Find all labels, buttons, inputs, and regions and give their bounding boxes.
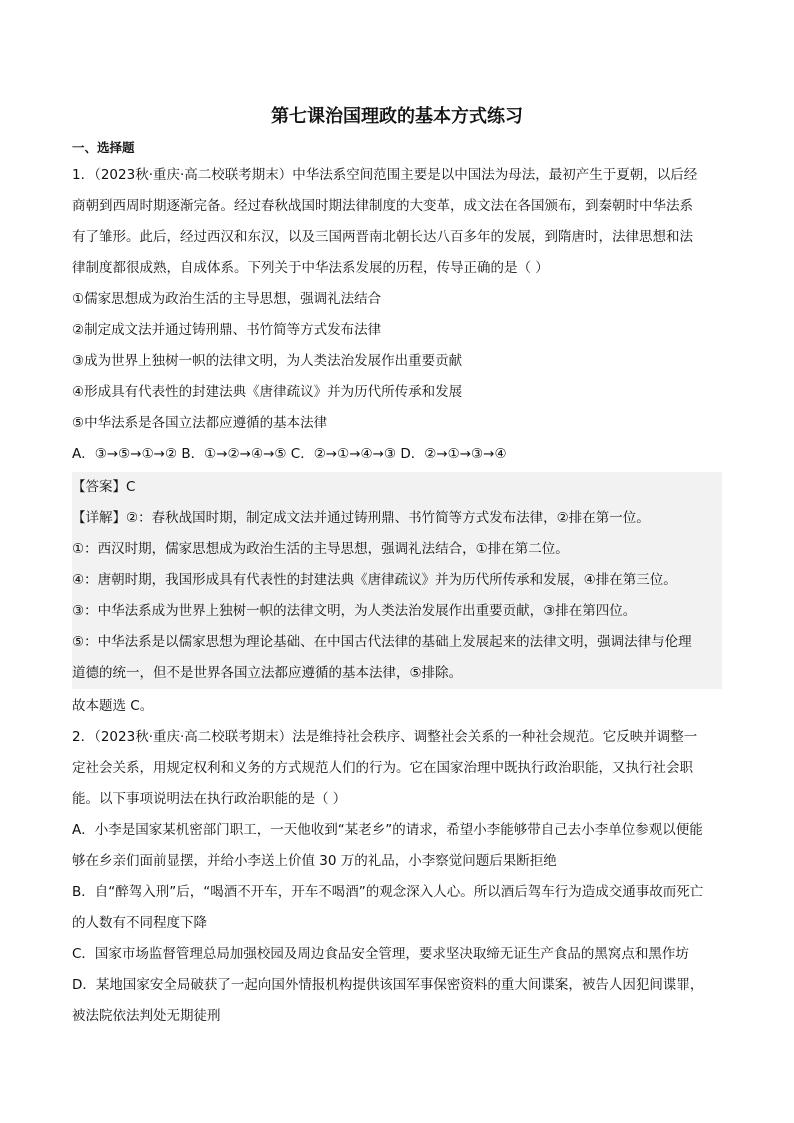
question-2-option: A．小李是国家某机密部门职工，一天他收到“某老乡”的请求，希望小李能够带自己去小李单位参观以便能 (72, 822, 703, 838)
question-1 (72, 160, 722, 722)
explanation-line: ③：中华法系成为世界上独树一帜的法律文明，为人类法治发展作出重要贡献，③排在第四位。 (72, 603, 637, 619)
question-2-option: 够在乡亲们面前显摆，并给小李送上价值 30 万的礼品，小李察觉问题后果断拒绝 (72, 853, 557, 869)
question-2-stem-line: 2．（2023秋·重庆·高二校联考期末）法是维持社会秩序、调整社会关系的一种社会规范。它反映并调整一 (72, 729, 698, 745)
question-1-stem-line: 商朝到西周时期逐渐完备。经过春秋战国时期法律制度的大变革，成文法在各国颁布，到秦朝时中华法系 (72, 198, 693, 214)
answer-box (72, 472, 722, 689)
explanation-line: 道德的统一，但不是世界各国立法都应遵循的基本法律，⑤排除。 (72, 665, 463, 681)
question-2-option: 的人数有不同程度下降 (72, 915, 207, 931)
document-page (72, 100, 722, 1032)
question-2-stem-line: 能。以下事项说明法在执行政治职能的是（ ） (72, 791, 347, 807)
question-1-stem-line: 有了雏形。此后，经过西汉和东汉，以及三国两晋南北朝长达八百多年的发展，到隋唐时，法律思想和法 (72, 229, 693, 245)
conclusion: 故本题选 C。 (72, 698, 154, 714)
page-title: 第七课治国理政的基本方式练习 (271, 106, 523, 127)
explanation-line: ①：西汉时期，儒家思想成为政治生活的主导思想，强调礼法结合，①排在第二位。 (72, 541, 569, 557)
explanation-line: ⑤：中华法系是以儒家思想为理论基础、在中国古代法律的基础上发展起来的法律文明，强调法律与伦理 (72, 634, 692, 650)
explanation-line: ④：唐朝时期，我国形成具有代表性的封建法典《唐律疏议》并为历代所传承和发展，④排在第三位。 (72, 572, 677, 588)
question-1-item: ①儒家思想成为政治生活的主导思想，强调礼法结合 (72, 291, 382, 307)
explanation-line: 【详解】②：春秋战国时期，制定成文法并通过铸刑鼎、书竹简等方式发布法律，②排在第一位。 (72, 510, 650, 526)
question-2 (72, 722, 722, 1032)
question-2-option: C．国家市场监督管理总局加强校园及周边食品安全管理，要求坚决取缔无证生产食品的黑窝点和黑作坊 (72, 946, 689, 962)
question-2-option: B．自“醉驾入刑”后，“喝酒不开车，开车不喝酒”的观念深入人心。所以酒后驾车行为造成交通事故而死亡 (72, 884, 704, 900)
question-2-stem-line: 定社会关系，用规定权利和义务的方式规范人们的行为。它在国家治理中既执行政治职能，又执行社会职 (72, 760, 693, 776)
question-1-stem-line: 律制度都很成熟，自成体系。下列关于中华法系发展的历程，传导正确的是（ ） (72, 260, 549, 276)
question-1-stem-line: 1．（2023秋·重庆·高二校联考期末）中华法系空间范围主要是以中国法为母法，最初产生于夏朝，以后经 (72, 167, 698, 183)
question-2-option: D．某地国家安全局破获了一起向国外情报机构提供该国军事保密资料的重大间谍案，被告人因犯间谍罪， (72, 977, 704, 993)
question-1-item: ③成为世界上独树一帜的法律文明，为人类法治发展作出重要贡献 (72, 353, 463, 369)
question-2-option: 被法院依法判处无期徒刑 (72, 1008, 221, 1024)
question-1-item: ⑤中华法系是各国立法都应遵循的基本法律 (72, 415, 328, 431)
section-heading: 一、选择题 (72, 140, 135, 155)
question-1-options: A．③→⑤→①→② B．①→②→④→⑤ C．②→①→④→③ D．②→①→③→④ (72, 446, 507, 462)
question-1-item: ②制定成文法并通过铸刑鼎、书竹简等方式发布法律 (72, 322, 382, 338)
question-1-item: ④形成具有代表性的封建法典《唐律疏议》并为历代所传承和发展 (72, 384, 463, 400)
answer-label: 【答案】C (72, 479, 136, 495)
